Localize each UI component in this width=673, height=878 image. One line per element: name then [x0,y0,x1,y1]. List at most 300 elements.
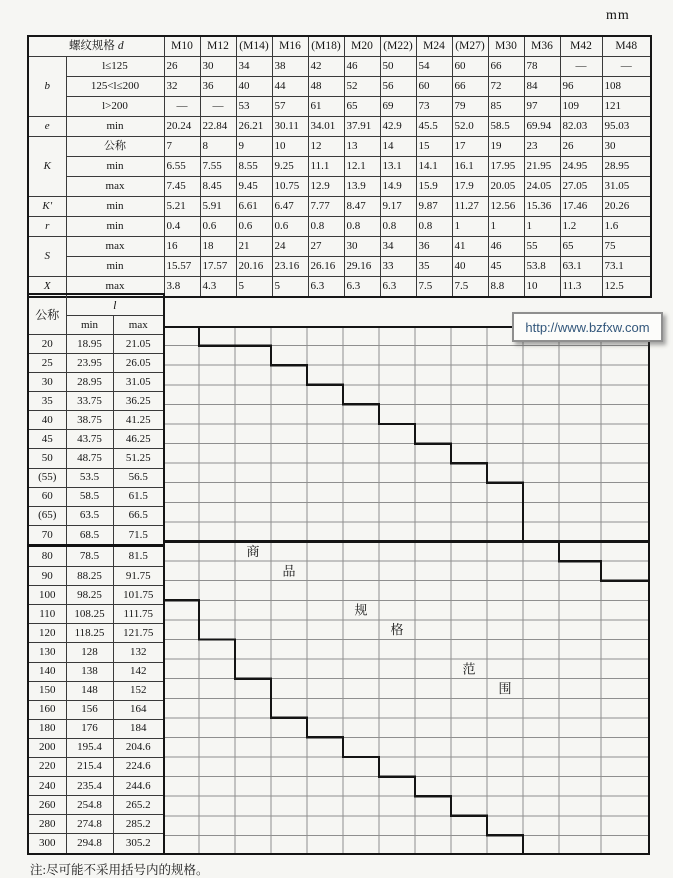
value-cell: 8.45 [200,177,236,197]
table-row [28,700,164,719]
nominal-length: 280 [28,815,66,834]
value-cell: 32 [164,77,200,97]
nominal-length: 60 [28,487,66,506]
size-column-header: M20 [344,36,380,57]
value-cell: 20.16 [236,257,272,277]
row-sub-label: max [66,237,164,257]
value-cell: 9.87 [416,197,452,217]
row-group-symbol: S [44,250,50,262]
min-header: min [66,316,113,335]
min-length: 118.25 [66,624,113,643]
max-length: 31.05 [113,373,164,392]
max-length: 71.5 [113,525,164,546]
value-cell: 13.1 [380,157,416,177]
row-sub-label: l≤125 [66,57,164,77]
value-cell: 78 [524,57,560,77]
min-length: 235.4 [66,776,113,795]
table-row [28,738,164,757]
value-cell: 66 [452,77,488,97]
value-cell: 30.11 [272,117,308,137]
value-cell: 36 [200,77,236,97]
value-cell: 73.1 [602,257,651,277]
min-length: 68.5 [66,525,113,546]
min-length: 18.95 [66,335,113,354]
value-cell: 12.5 [602,277,651,298]
value-cell: 72 [488,77,524,97]
min-length: 23.95 [66,354,113,373]
size-column-header: M10 [164,36,200,57]
min-length: 195.4 [66,738,113,757]
value-cell: 30 [200,57,236,77]
table-row [28,776,164,795]
size-column-header: (M22) [380,36,416,57]
value-cell: 4.3 [200,277,236,298]
nominal-length: 130 [28,643,66,662]
table-row [28,157,651,177]
table-row [28,237,651,257]
row-sub-label: max [66,277,164,298]
min-length: 254.8 [66,796,113,815]
value-cell: 23 [524,137,560,157]
table-row [28,335,164,354]
value-cell: 46 [344,57,380,77]
value-cell: 55 [524,237,560,257]
nominal-length: 30 [28,373,66,392]
value-cell: 6.3 [308,277,344,298]
value-cell: 16 [164,237,200,257]
value-cell: 13.9 [344,177,380,197]
nominal-length: 25 [28,354,66,373]
nominal-length: 140 [28,662,66,681]
value-cell: 41 [452,237,488,257]
value-cell: 0.8 [344,217,380,237]
value-cell: 46 [488,237,524,257]
value-cell: 52 [344,77,380,97]
value-cell: 3.8 [164,277,200,298]
value-cell: 36 [416,237,452,257]
value-cell: 15.36 [524,197,560,217]
table-row [28,137,651,157]
max-length: 26.05 [113,354,164,373]
value-cell: 20.05 [488,177,524,197]
unit-label: mm [606,8,630,23]
value-cell: 29.16 [344,257,380,277]
table-row [28,624,164,643]
value-cell: 27.05 [560,177,602,197]
table-row [28,468,164,487]
value-cell: 75 [602,237,651,257]
l-symbol: l [113,298,117,312]
nominal-length: 180 [28,719,66,738]
max-length: 244.6 [113,776,164,795]
min-length: 28.95 [66,373,113,392]
value-cell: 11.27 [452,197,488,217]
value-cell: 17.9 [452,177,488,197]
value-cell: 52.0 [452,117,488,137]
nominal-length: 160 [28,700,66,719]
value-cell: 8.47 [344,197,380,217]
value-cell: 6.55 [164,157,200,177]
min-length: 215.4 [66,757,113,776]
row-group-label [28,137,66,197]
nominal-length: 240 [28,776,66,795]
value-cell: 14.1 [416,157,452,177]
nominal-length: 100 [28,586,66,605]
table-row [28,257,651,277]
nominal-length: 90 [28,567,66,586]
value-cell: 66 [488,57,524,77]
value-cell: 7.77 [308,197,344,217]
nominal-length: 120 [28,624,66,643]
max-length: 285.2 [113,815,164,834]
value-cell: 14.9 [380,177,416,197]
value-cell: — [164,97,200,117]
value-cell: 40 [236,77,272,97]
range-label-char: 品 [282,563,296,579]
value-cell: — [560,57,602,77]
table-row [28,757,164,776]
table-row [28,567,164,586]
max-length: 152 [113,681,164,700]
value-cell: 45 [488,257,524,277]
max-length: 132 [113,643,164,662]
row-group-symbol: e [44,120,50,132]
nominal-length: 300 [28,834,66,854]
value-cell: 54 [416,57,452,77]
min-length: 274.8 [66,815,113,834]
size-column-header: (M18) [308,36,344,57]
size-column-header: M36 [524,36,560,57]
value-cell: 30 [344,237,380,257]
value-cell: 0.6 [236,217,272,237]
max-length: 184 [113,719,164,738]
size-column-header: (M14) [236,36,272,57]
value-cell: 12.56 [488,197,524,217]
value-cell: 60 [452,57,488,77]
max-length: 81.5 [113,546,164,567]
nominal-header: 公称 [28,294,66,335]
value-cell: 21 [236,237,272,257]
table-row [28,796,164,815]
thread-dimensions-table [27,35,652,298]
value-cell: 9.45 [236,177,272,197]
min-length: 38.75 [66,411,113,430]
value-cell: 30 [602,137,651,157]
row-sub-label: max [66,177,164,197]
row-sub-label: 公称 [66,137,164,157]
value-cell: 53.8 [524,257,560,277]
table-row [28,217,651,237]
value-cell: 20.24 [164,117,200,137]
value-cell: 17.57 [200,257,236,277]
value-cell: 26 [560,137,602,157]
value-cell: 57 [272,97,308,117]
table-row [28,177,651,197]
range-bottom-step-line [163,600,650,855]
max-length: 41.25 [113,411,164,430]
value-cell: 7.55 [200,157,236,177]
value-cell: 0.6 [272,217,308,237]
row-sub-label: min [66,217,164,237]
table-row [28,77,651,97]
value-cell: 34 [236,57,272,77]
value-cell: 45.5 [416,117,452,137]
range-label-char: 商 [246,543,260,559]
value-cell: 0.8 [380,217,416,237]
value-cell: 15.9 [416,177,452,197]
l-span-header [66,294,164,316]
row-sub-label: min [66,157,164,177]
value-cell: 24.05 [524,177,560,197]
value-cell: 26.16 [308,257,344,277]
value-cell: 9.25 [272,157,308,177]
value-cell: 7.45 [164,177,200,197]
value-cell: 22.84 [200,117,236,137]
value-cell: 6.47 [272,197,308,217]
min-length: 88.25 [66,567,113,586]
value-cell: 40 [452,257,488,277]
value-cell: 1 [452,217,488,237]
value-cell: 17.46 [560,197,602,217]
value-cell: 79 [452,97,488,117]
length-table [27,293,165,855]
table-row [28,525,164,546]
min-length: 33.75 [66,392,113,411]
size-column-header: M16 [272,36,308,57]
nominal-length: 20 [28,335,66,354]
nominal-length: 260 [28,796,66,815]
row-group-symbol: K [43,160,51,172]
value-cell: 0.4 [164,217,200,237]
range-label-char: 围 [498,680,512,696]
table-row [28,354,164,373]
min-length: 43.75 [66,430,113,449]
value-cell: 26.21 [236,117,272,137]
value-cell: 1 [524,217,560,237]
value-cell: 18 [200,237,236,257]
row-group-symbol: K′ [42,200,53,212]
max-length: 224.6 [113,757,164,776]
max-length: 36.25 [113,392,164,411]
row-group-label [28,117,66,137]
row-group-label [28,57,66,117]
value-cell: 8 [200,137,236,157]
table-row [28,392,164,411]
table-row [28,662,164,681]
nominal-length: 110 [28,605,66,624]
value-cell: — [602,57,651,77]
table-row [28,605,164,624]
value-cell: 10.75 [272,177,308,197]
value-cell: 97 [524,97,560,117]
nominal-length: 80 [28,546,66,567]
value-cell: 14 [380,137,416,157]
value-cell: 69 [380,97,416,117]
row-sub-label: min [66,257,164,277]
table-row [28,57,651,77]
value-cell: 23.16 [272,257,308,277]
value-cell: 63.1 [560,257,602,277]
value-cell: 109 [560,97,602,117]
value-cell: 10 [524,277,560,298]
range-label-char: 规 [354,602,368,618]
table-row [28,546,164,567]
value-cell: 5.91 [200,197,236,217]
value-cell: 16.1 [452,157,488,177]
max-length: 101.75 [113,586,164,605]
value-cell: 53 [236,97,272,117]
min-length: 58.5 [66,487,113,506]
size-column-header: M42 [560,36,602,57]
row-sub-label: 125<l≤200 [66,77,164,97]
value-cell: 35 [416,257,452,277]
min-length: 78.5 [66,546,113,567]
table-row [28,411,164,430]
header-row [28,294,164,316]
max-length: 56.5 [113,468,164,487]
value-cell: 95.03 [602,117,651,137]
value-cell: 12.9 [308,177,344,197]
size-column-header: M48 [602,36,651,57]
max-length: 204.6 [113,738,164,757]
max-length: 111.75 [113,605,164,624]
row-group-label [28,197,66,217]
value-cell: 69.94 [524,117,560,137]
min-length: 63.5 [66,506,113,525]
value-cell: 7.5 [452,277,488,298]
row-sub-label: l>200 [66,97,164,117]
min-length: 98.25 [66,586,113,605]
table-row [28,815,164,834]
min-length: 128 [66,643,113,662]
commercial-range-chart [163,326,650,855]
row-sub-label: min [66,197,164,217]
value-cell: 48 [308,77,344,97]
value-cell: 44 [272,77,308,97]
nominal-length: 50 [28,449,66,468]
value-cell: 58.5 [488,117,524,137]
max-length: 265.2 [113,796,164,815]
table-row [28,449,164,468]
value-cell: 61 [308,97,344,117]
max-length: 61.5 [113,487,164,506]
max-length: 51.25 [113,449,164,468]
nominal-length: 200 [28,738,66,757]
value-cell: 84 [524,77,560,97]
value-cell: 0.8 [416,217,452,237]
table-row [28,487,164,506]
table-row [28,719,164,738]
value-cell: 34.01 [308,117,344,137]
thread-spec-var: d [114,39,124,52]
watermark-url: http://www.bzfxw.com [525,319,650,335]
value-cell: 17.95 [488,157,524,177]
value-cell: 33 [380,257,416,277]
value-cell: 26 [164,57,200,77]
value-cell: 5 [272,277,308,298]
min-length: 138 [66,662,113,681]
value-cell: 7 [164,137,200,157]
value-cell: 21.95 [524,157,560,177]
min-length: 176 [66,719,113,738]
size-column-header: M30 [488,36,524,57]
nominal-length: (55) [28,468,66,487]
value-cell: 96 [560,77,602,97]
value-cell: 28.95 [602,157,651,177]
value-cell: 65 [560,237,602,257]
value-cell: 11.1 [308,157,344,177]
value-cell: 19 [488,137,524,157]
row-group-label [28,237,66,277]
nominal-length: 220 [28,757,66,776]
value-cell: 12.1 [344,157,380,177]
table-row [28,197,651,217]
footnote: 注:尽可能不采用括号内的规格。 [30,863,209,877]
value-cell: 24.95 [560,157,602,177]
value-cell: 42 [308,57,344,77]
value-cell: 10 [272,137,308,157]
value-cell: 85 [488,97,524,117]
min-length: 53.5 [66,468,113,487]
value-cell: 1 [488,217,524,237]
value-cell: 17 [452,137,488,157]
table-row [28,586,164,605]
value-cell: 31.05 [602,177,651,197]
value-cell: 9 [236,137,272,157]
max-length: 121.75 [113,624,164,643]
value-cell: 37.91 [344,117,380,137]
min-length: 294.8 [66,834,113,854]
value-cell: 56 [380,77,416,97]
table-row [28,97,651,117]
value-cell: 73 [416,97,452,117]
range-label-char: 范 [462,661,476,677]
value-cell: 6.3 [344,277,380,298]
value-cell: 121 [602,97,651,117]
size-column-header: M12 [200,36,236,57]
nominal-length: 35 [28,392,66,411]
max-length: 46.25 [113,430,164,449]
size-column-header: M24 [416,36,452,57]
min-length: 148 [66,681,113,700]
value-cell: 15.57 [164,257,200,277]
max-length: 66.5 [113,506,164,525]
header-row [28,36,651,57]
table-row [28,373,164,392]
value-cell: 9.17 [380,197,416,217]
thread-spec-label: 螺纹规格 [68,39,115,52]
size-column-header: (M27) [452,36,488,57]
value-cell: 8.55 [236,157,272,177]
table-row [28,117,651,137]
nominal-length: (65) [28,506,66,525]
max-length: 91.75 [113,567,164,586]
min-length: 48.75 [66,449,113,468]
value-cell: 5.21 [164,197,200,217]
value-cell: 8.8 [488,277,524,298]
value-cell: 0.8 [308,217,344,237]
value-cell: 20.26 [602,197,651,217]
table-row [28,834,164,854]
value-cell: 24 [272,237,308,257]
nominal-length: 45 [28,430,66,449]
max-header: max [113,316,164,335]
value-cell: 65 [344,97,380,117]
value-cell: 42.9 [380,117,416,137]
value-cell: — [200,97,236,117]
max-length: 21.05 [113,335,164,354]
value-cell: 11.3 [560,277,602,298]
